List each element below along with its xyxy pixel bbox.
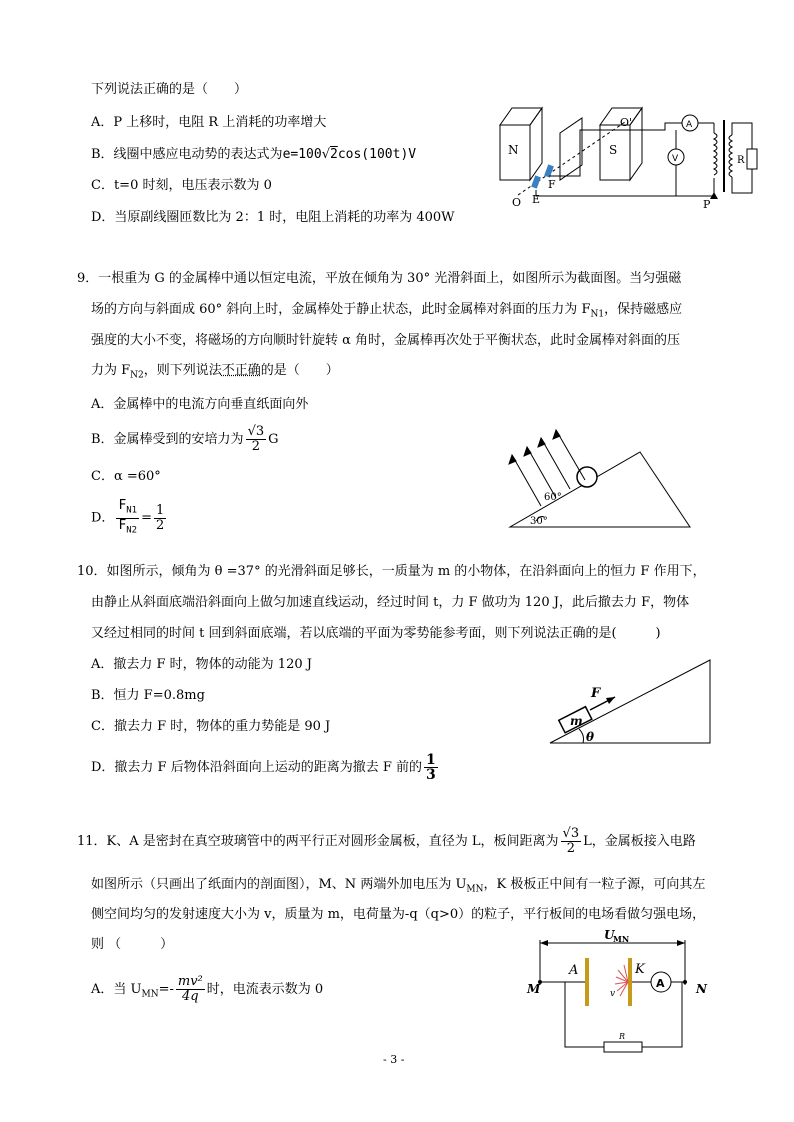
q11-line-1-b: L，金属板接入电路 — [583, 834, 696, 849]
label-e: E — [532, 193, 541, 206]
q10-line-2: 由静止从斜面底端沿斜面向上做匀加速直线运动，经过时间 t，力 F 做功为 120 J，此后撤去力 F，物体 — [91, 595, 690, 610]
q11-line-2-text: 如图所示（只画出了纸面内的剖面图），M、N 两端外加电压为 U — [91, 877, 467, 892]
q10-option-d-label: D．撤去力 F 后物体沿斜面向上运动的距离为撤去 F 前的 — [91, 760, 422, 775]
label-mass: m — [570, 714, 583, 728]
label-theta: θ — [586, 730, 595, 744]
q10-line-3: 又经过相同的时间 t 回到斜面底端，若以底端的平面为零势能参考面，则下列说法正确的是( ) — [91, 626, 661, 641]
q10-option-c: C．撤去力 F 时，物体的重力势能是 90 J — [91, 719, 331, 734]
label-r: R — [737, 155, 745, 166]
label-s: S — [609, 143, 618, 157]
q9-option-b-label: B．金属棒受到的安培力为 — [91, 432, 244, 447]
angle-30-label: 30° — [530, 516, 548, 527]
plate-k — [628, 958, 632, 1006]
plate-a — [585, 958, 589, 1006]
q9-option-b-num: √3 — [247, 424, 265, 439]
label-plate-k: K — [635, 962, 645, 977]
q9-line-2-text: 场的方向与斜面成 60° 斜向上时，金属棒处于静止状态，此时金属棒对斜面的压力为 F — [91, 302, 591, 317]
q11-line-2-b: ，K 极板正中间有一粒子源，可向其左 — [483, 877, 706, 892]
q9-d-rden: 2 — [156, 517, 165, 533]
q11-option-a-suffix: 时，电流表示数为 0 — [206, 982, 324, 997]
label-plate-a: A — [569, 963, 579, 978]
q10-option-a: A．撤去力 F 时，物体的动能为 120 J — [91, 657, 312, 672]
q11-line-1-num: √3 — [562, 826, 580, 841]
q8-option-d: D．当原副线圈匝数比为 2：1 时，电阻上消耗的功率为 400W — [91, 210, 455, 225]
q9-emphasis: 不正确 — [221, 363, 261, 378]
q11-line-2-sub: MN — [466, 884, 484, 895]
label-umn: U — [604, 928, 615, 942]
q8-option-b-formula-a: e=100 — [282, 147, 322, 162]
q8-stem: 下列说法正确的是（ ） — [91, 82, 248, 97]
q9-line-3: 强度的大小不变，将磁场的方向顺时针旋转 α 角时，金属棒再次处于平衡状态，此时金属棒对斜面的压 — [91, 333, 681, 348]
q8-option-a: A．P 上移时，电阻 R 上消耗的功率增大 — [91, 115, 327, 130]
q8-option-b-label: B．线圈中感应电动势的表达式为 — [91, 147, 283, 162]
page-number: - 3 - — [383, 1053, 405, 1066]
q9-option-b-suffix: G — [268, 432, 279, 447]
q11-option-a-label: A．当 U — [91, 982, 142, 997]
q11-option-a-den: 4q — [182, 989, 199, 1004]
q11-option-a-eq: =- — [158, 982, 174, 997]
q9-line-4-a: 力为 F — [91, 363, 131, 378]
q9-line-4-b: ，则下列说法 — [143, 363, 222, 378]
q9-d-den: F — [118, 517, 127, 533]
q11-line-1-den: 2 — [566, 841, 575, 856]
label-umn-sub: MN — [613, 934, 630, 944]
q9-option-b-den: 2 — [251, 439, 260, 454]
q9-d-num: F — [118, 498, 127, 513]
label-m: M — [527, 982, 541, 996]
q11-line-4: 则 （ ） — [91, 937, 174, 952]
label-force: F — [591, 686, 601, 701]
q10-option-b: B．恒力 F=0.8mg — [91, 688, 205, 703]
label-resistor: R — [619, 1032, 626, 1041]
q9-option-a: A．金属棒中的电流方向垂直纸面向外 — [91, 397, 309, 412]
q9-option-d-label: D． — [91, 510, 115, 526]
q9-d-eq: = — [141, 510, 153, 526]
label-o: O — [512, 196, 522, 209]
q9-line-2-sub: N1 — [590, 309, 605, 320]
q11-resistor — [604, 1042, 642, 1052]
q11-option-a-sub: MN — [141, 989, 159, 1000]
q9-line-2-end: ，保持磁感应 — [604, 302, 683, 317]
label-ammeter-a: A — [656, 977, 665, 990]
q10-line-1: 10．如图所示，倾角为 θ =37° 的光滑斜面足够长，一质量为 m 的小物体，在沿斜面向上的恒力 F 作用下， — [77, 564, 706, 579]
q10-d-den: 3 — [426, 767, 436, 783]
label-o-prime: O' — [620, 116, 633, 129]
label-voltmeter: V — [672, 154, 679, 164]
q9-line-4-sub: N2 — [130, 370, 144, 381]
q9-option-c: C．α =60° — [91, 469, 161, 484]
q9-line-4-c: 的是（ ） — [260, 363, 339, 378]
q9-line-1: 9．一根重为 G 的金属棒中通以恒定电流，平放在倾角为 30° 光滑斜面上，如图所示为截面图。当匀强磁 — [77, 271, 682, 286]
q11-line-1-a: 11．K、A 是密封在真空玻璃管中的两平行正对圆形金属板，直径为 L，板间距离为 — [77, 834, 559, 849]
q8-option-c: C．t=0 时刻，电压表示数为 0 — [91, 178, 272, 193]
q8-option-b-formula-b: 2 — [330, 147, 338, 162]
q9-d-rnum: 1 — [156, 502, 165, 518]
label-n: N — [508, 143, 519, 157]
label-velocity: v — [610, 989, 616, 999]
label-p: P — [703, 198, 711, 211]
label-ammeter: A — [686, 120, 693, 130]
label-n-end: N — [696, 982, 707, 996]
sqrt-symbol: √ — [321, 147, 330, 162]
q10-d-num: 1 — [426, 752, 436, 768]
q9-d-den-sub: N2 — [126, 525, 138, 536]
q8-option-b-formula-c: cos(100t)V — [337, 147, 417, 162]
q11-line-3: 侧空间均匀的发射速度大小为 v，质量为 m，电荷量为-q（q>0）的粒子，平行板间的电场看做匀强电场， — [91, 907, 706, 922]
angle-60-label: 60° — [544, 492, 562, 503]
q9-d-num-sub: N1 — [126, 505, 138, 516]
q11-option-a-num: mv² — [177, 974, 203, 989]
label-f: F — [548, 178, 556, 191]
particle-source — [615, 965, 628, 996]
